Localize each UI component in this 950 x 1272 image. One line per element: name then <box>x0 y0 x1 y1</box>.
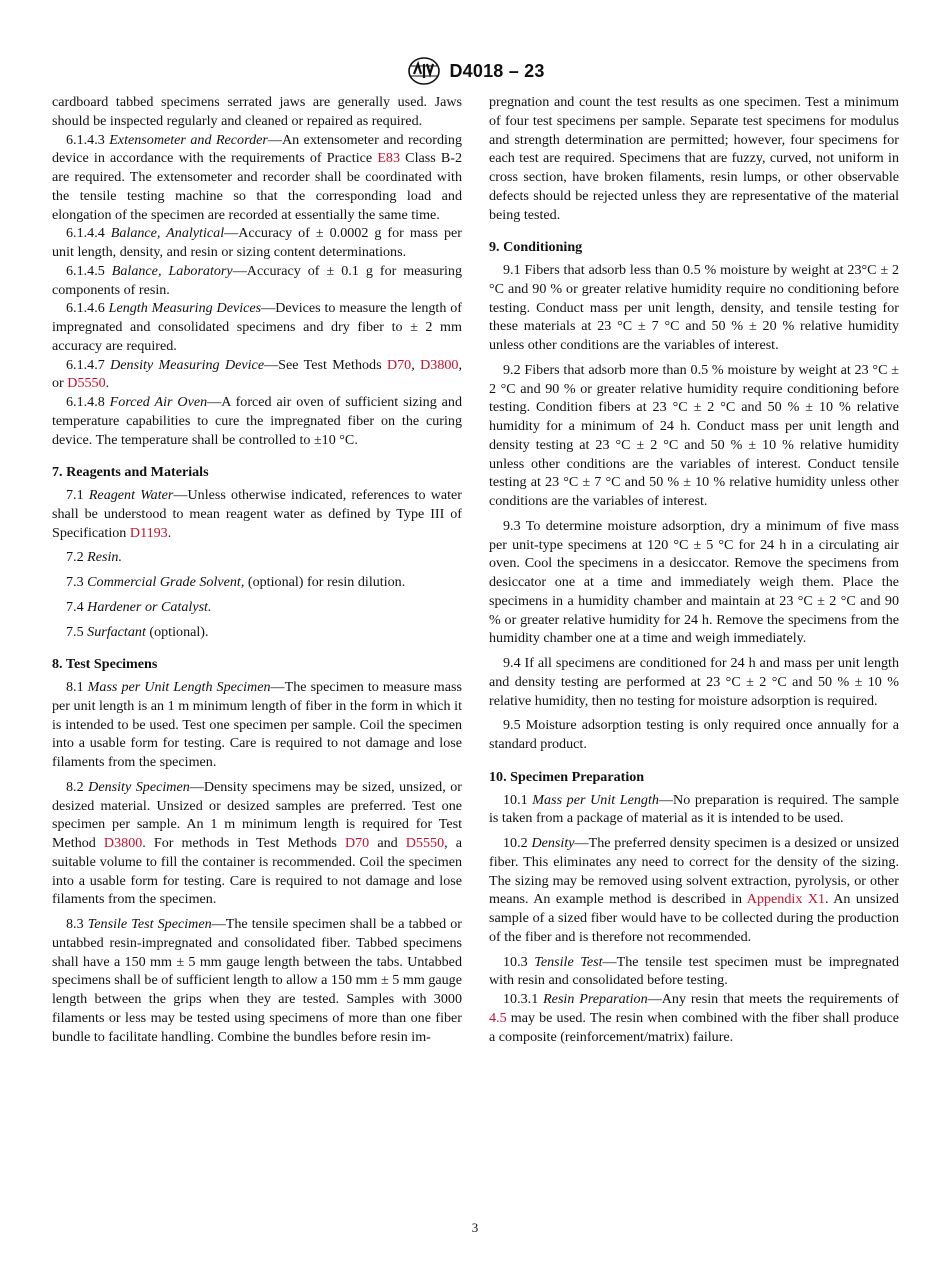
paragraph <box>52 262 462 300</box>
text-run: 6.1.4.7 <box>66 356 111 373</box>
text-run: —A forced air oven of sufficient sizing and temperature capabilities to cure the impregnated fiber on the curing device. The temperature shall be controlled to ±10 °C. <box>52 394 463 448</box>
paragraph <box>489 791 899 829</box>
text-run: may be used. The resin when combined with the fiber shall produce a composite (reinforcement/matrix) failure. <box>489 1009 899 1045</box>
paragraph <box>52 131 462 225</box>
text-run: —The specimen to measure mass per unit length is an 1 m minimum length of fiber in the form in which it is intended to be used. Test one specimen per sample. Coil the specimen into a usable form for testing. Care is required to not damage and lose filaments from the specimen. <box>52 679 462 770</box>
text-run: 10.2 <box>503 835 532 851</box>
text-run: —An extensometer and recording device in accordance with the requirements of Practice <box>52 131 462 167</box>
paragraph <box>489 261 899 355</box>
reference-link[interactable]: Appendix X1 <box>746 891 826 908</box>
paragraph <box>52 915 462 1046</box>
text-run: 7.2 <box>66 549 88 566</box>
text-run: —The tensile specimen shall be a tabbed or untabbed resin-impregnated and consolidated fiber. Tabbed specimens shall have a 150 mm ± 5 mm gauge length between the tabs. Untabbed specimens shall be of sufficient length to allow a 150 mm ± 5 mm gauge length between the grips when they are tested. Samples with 3000 filaments or less may be tested using specimens of more than one fiber bundle to facilitate handling. Combine the bundles before resin im- <box>52 916 463 1045</box>
text-run: . <box>167 524 172 541</box>
italic-term: Length Measuring Devices <box>108 300 262 317</box>
section-heading <box>52 655 462 674</box>
italic-term: Reagent Water <box>88 487 174 503</box>
text-run: —The tensile test specimen must be impregnated with resin and consolidated before testing. <box>489 953 900 989</box>
paragraph <box>489 93 899 224</box>
paragraph <box>52 93 462 131</box>
text-run: 9.4 If all specimens are conditioned for 24 h and mass per unit length and density testing are performed at 23 °C ± 2 °C and 50 % ± 10 % relative humidity, then no testing for moisture adsorption is required. <box>489 655 899 709</box>
text-run: (optional) for resin dilution. <box>244 574 406 590</box>
paragraph <box>52 486 462 542</box>
reference-link[interactable]: D70 <box>344 835 370 851</box>
text-run: —Any resin that meets the requirements of <box>647 991 899 1007</box>
text-run: cardboard tabbed specimens serrated jaws are generally used. Jaws should be inspected regularly and cleaned or repaired as required. <box>52 94 462 129</box>
text-run: 7. Reagents and Materials <box>52 464 209 481</box>
text-run: 10.3 <box>503 953 535 970</box>
text-run: 7.3 <box>66 574 88 590</box>
paragraph <box>52 623 462 642</box>
text-run: pregnation and count the test results as one specimen. Test a minimum of four test specimens per sample. Separate test specimens for modulus and strength determination are permitted; however, four specimens for each test are required. Specimens that are fuzzy, curved, not uniform in cross section, have broken filaments, resin lumps, or other observable defects should be rejected unless they are representative of the material being tested. <box>489 94 899 223</box>
reference-link[interactable]: D3800 <box>420 356 459 373</box>
text-run: 6.1.4.4 <box>66 225 111 242</box>
text-run: 10. Specimen Preparation <box>489 768 645 785</box>
astm-logo-icon <box>405 56 443 86</box>
paragraph <box>489 361 899 511</box>
reference-link[interactable]: D70 <box>386 356 412 373</box>
section-heading <box>52 463 462 482</box>
paragraph <box>489 654 899 710</box>
text-run: 7.4 <box>66 598 88 615</box>
italic-term: Tensile Test Specimen <box>87 916 212 932</box>
text-run: , a suitable volume to fill the container is recommended. Coil the specimen into a usable form for testing. Care is required to not damage and lose filaments from the specimen. <box>52 835 462 908</box>
text-run: —See Test Methods <box>264 356 387 373</box>
italic-term: Mass per Unit Length Specimen <box>87 679 271 695</box>
italic-term: Resin. <box>87 549 122 566</box>
text-run: —The preferred density specimen is a desized or unsized fiber. This eliminates any need to correct for the density of the sizing. The sizing may be removed using solvent extraction, pyrolysis, or other means. An example method is described in <box>489 835 899 908</box>
italic-term: Extensometer and Recorder <box>109 131 268 148</box>
italic-term: Surfactant <box>87 623 146 640</box>
paragraph <box>489 517 899 648</box>
paragraph <box>489 953 899 991</box>
text-run: 6.1.4.5 <box>66 262 112 279</box>
text-run: , <box>411 356 421 373</box>
italic-term: Mass per Unit Length <box>532 791 659 808</box>
text-run: 9.5 Moisture adsorption testing is only required once annually for a standard product. <box>489 717 899 752</box>
text-run: 7.5 <box>66 623 88 640</box>
text-run: —Devices to measure the length of impregnated and consolidated specimens and dry fiber to ± 2 mm accuracy are required. <box>52 300 462 354</box>
section-heading <box>489 768 899 787</box>
text-run: 7.1 <box>66 487 89 503</box>
document-id: D4018 – 23 <box>449 60 545 81</box>
paragraph <box>52 548 462 567</box>
right-column <box>489 93 899 1046</box>
reference-link[interactable]: D1193 <box>129 524 168 541</box>
text-run: 9.2 Fibers that adsorb more than 0.5 % moisture by weight at 23 °C ± 2 °C and 90 % or greater relative humidity require conditioning before testing. Condition fibers at 23 °C ± 2 °C and 50 % ± 10 % relative humidity for a minimum of 24 h. Conduct mass per unit length and density testing at 23 °C ± 2 °C and 50 % ± 10 % relative humidity unless other conditions are the variables of interest. Conduct tensile testing at 23 °C ± 7 °C and 50 % ± 10 % relative humidity unless other conditions are the variables of interest. <box>489 361 899 509</box>
text-run: 8.1 <box>66 679 88 695</box>
text-run: . An unsized sample of a sized fiber would have to be collected during the production of the fiber and is therefore not recommended. <box>489 891 899 945</box>
paragraph <box>52 224 462 262</box>
text-run: Class B-2 are required. The extensometer and recorder shall be coordinated with the tensile testing machine so that the corresponding load and elongation of the specimen are recorded at essentially the same time. <box>52 150 463 223</box>
italic-term: Resin Preparation <box>543 991 648 1007</box>
reference-link[interactable]: D3800 <box>103 835 143 851</box>
italic-term: Commercial Grade Solvent, <box>87 574 245 590</box>
text-run: 6.1.4.3 <box>66 131 110 148</box>
italic-term: Hardener or Catalyst. <box>87 598 212 615</box>
paragraph <box>52 778 462 909</box>
text-run: , or <box>52 356 463 392</box>
italic-term: Tensile Test <box>534 953 603 970</box>
reference-link[interactable]: D5550 <box>405 835 445 851</box>
text-run: 6.1.4.8 <box>66 394 110 410</box>
italic-term: Balance, Analytical <box>110 225 225 242</box>
italic-term: Balance, Laboratory <box>111 262 233 279</box>
text-run: 8. Test Specimens <box>52 656 158 673</box>
text-run: 9.3 To determine moisture adsorption, dry a minimum of five mass per unit-type specimens at 120 °C ± 5 °C for 24 h in a circulating air oven. Cool the specimens in a desiccator. Remove the specimens from desiccator one at a time and immediately weigh them. Place the specimens in a humidity chamber and maintain at 23 °C ± 2 °C and 90 % or greater relative humidity for 24 h. Remove the specimens from the humidity chamber one at a time and weigh immediately. <box>489 517 899 647</box>
paragraph <box>52 598 462 617</box>
reference-link[interactable]: 4.5 <box>489 1009 507 1026</box>
italic-term: Density Specimen <box>88 778 190 795</box>
reference-link[interactable]: E83 <box>377 150 401 167</box>
text-run: . <box>105 375 110 392</box>
paragraph <box>52 299 462 355</box>
left-column <box>52 93 462 1046</box>
text-run: 6.1.4.6 <box>66 300 109 317</box>
text-run: 9.1 Fibers that adsorb less than 0.5 % moisture by weight at 23°C ± 2 °C and 90 % or greater relative humidity require no conditioning before testing. Conduct mass per unit length, density, and tensile testing for these materials at 23 °C ± 7 °C and 50 % ± 20 % relative humidity unless other conditions are the variables of interest. <box>489 262 899 353</box>
text-run: —Accuracy of ± 0.0002 g for mass per unit length, density, and resin or sizing content determinations. <box>52 225 462 260</box>
text-run: —Unless otherwise indicated, references to water shall be understood to mean reagent water as defined by Type III of Specification <box>52 487 462 541</box>
paragraph <box>489 834 899 947</box>
paragraph <box>52 678 462 772</box>
page-header <box>0 56 950 86</box>
page-number: 3 <box>471 1220 479 1235</box>
paragraph <box>52 393 462 449</box>
reference-link[interactable]: D5550 <box>67 375 106 392</box>
italic-term: Forced Air Oven <box>109 394 208 410</box>
text-run: 9. Conditioning <box>489 239 583 256</box>
italic-term: Density Measuring Device <box>110 356 265 373</box>
text-run: . For methods in Test Methods <box>142 835 345 851</box>
text-run: 8.3 <box>66 916 88 932</box>
text-run: 10.1 <box>503 791 533 808</box>
paragraph <box>52 356 462 394</box>
text-run: and <box>369 835 406 851</box>
text-run: —No preparation is required. The sample is taken from a package of material as it is intended to be used. <box>489 791 899 827</box>
text-run: —Density specimens may be sized, unsized, or desized material. Unsized or desized samples are preferred. Test one specimen per sample. An 1 m minimum length is required for Test Method <box>52 778 462 851</box>
text-run: 8.2 <box>66 778 89 795</box>
text-run: (optional). <box>145 623 209 640</box>
text-run: 10.3.1 <box>503 991 544 1007</box>
italic-term: Density <box>531 835 575 851</box>
paragraph <box>489 716 899 754</box>
paragraph <box>489 990 899 1046</box>
section-heading <box>489 238 899 257</box>
text-run: —Accuracy of ± 0.1 g for measuring components of resin. <box>52 262 463 298</box>
paragraph <box>52 573 462 592</box>
